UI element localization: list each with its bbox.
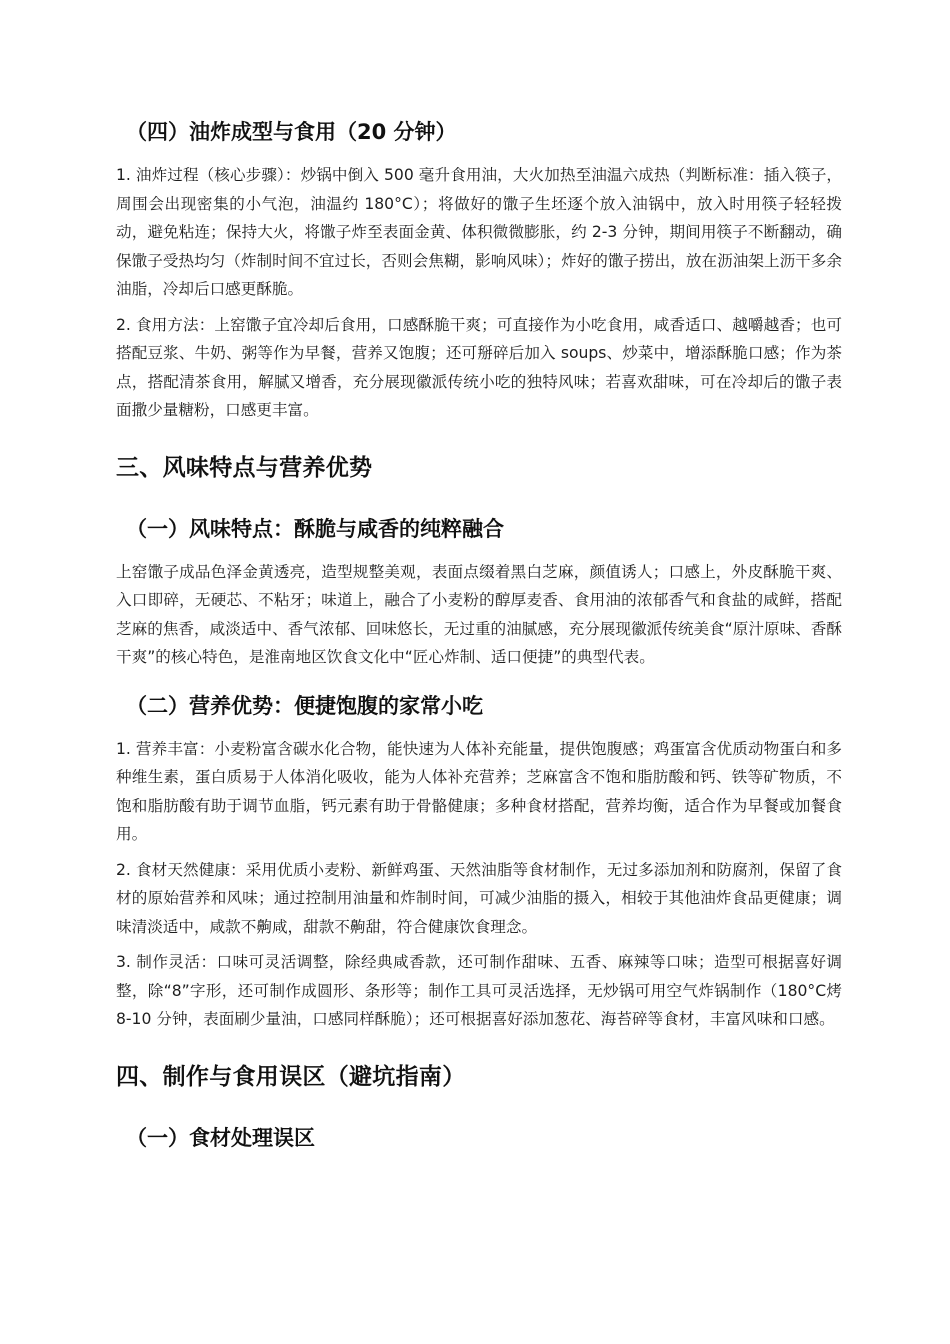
section-heading-frying: （四）油炸成型与食用（20 分钟） bbox=[126, 120, 457, 144]
paragraph-nutrition-rich: 1. 营养丰富：小麦粉富含碳水化合物，能快速为人体补充能量，提供饱腹感；鸡蛋富含优质动物蛋白和多种维生素，蛋白质易于人体消化吸收，能为人体补充营养；芝麻富含不饱和脂肪酸和钙、铁等矿物质，不饱和脂肪酸有助于调节血脂，钙元素有助于骨骼健康；多种食材搭配，营养均衡，适合作为早餐或加餐食用。 bbox=[116, 739, 842, 843]
document-page bbox=[116, 0, 842, 1152]
paragraph-flavor: 上窑馓子成品色泽金黄透亮，造型规整美观，表面点缀着黑白芝麻，颜值诱人；口感上，外皮酥脆干爽、入口即碎，无硬芯、不粘牙；味道上，融合了小麦粉的醇厚麦香、食用油的浓郁香气和食盐的咸鲜，搭配芝麻的焦香，咸淡适中、香气浓郁、回味悠长，无过重的油腻感，充分展现徽派传统美食“原汁原味、香酥干爽”的核心特色，是淮南地区饮食文化中“匠心炸制、适口便捷”的典型代表。 bbox=[116, 562, 842, 666]
section-heading-nutrition: （二）营养优势：便捷饱腹的家常小吃 bbox=[126, 693, 483, 718]
chapter-heading-mistakes: 四、制作与食用误区（避坑指南） bbox=[116, 1063, 466, 1090]
paragraph-frying-process: 1. 油炸过程（核心步骤）：炒锅中倒入 500 毫升食用油，大火加热至油温六成热（判断标准：插入筷子，周围会出现密集的小气泡，油温约 180°C）；将做好的馓子生坯逐个放入油锅中，放入时用筷子轻轻拨动，避免粘连；保持大火，将馓子炸至表面金黄、体积微微膨胀，约 2-3 分钟，期间用筷子不断翻动，确保馓子受热均匀（炸制时间不宜过长，否则会焦糊，影响风味）；炸好的馓子捞出，放在沥油架上沥干多余油脂，冷却后口感更酥脆。 bbox=[116, 166, 842, 298]
paragraph-flexible-making: 3. 制作灵活：口味可灵活调整，除经典咸香款，还可制作甜味、五香、麻辣等口味；造型可根据喜好调整，除“8”字形，还可制作成圆形、条形等；制作工具可灵活选择，无炒锅可用空气炸锅制作（180°C烤 8-10 分钟，表面刷少量油，口感同样酥脆）；还可根据喜好添加葱花、海苔碎等食材，丰富风味和口感。 bbox=[116, 953, 842, 1028]
chapter-heading-flavor-nutrition: 三、风味特点与营养优势 bbox=[116, 454, 373, 481]
paragraph-natural-healthy: 2. 食材天然健康：采用优质小麦粉、新鲜鸡蛋、天然油脂等食材制作，无过多添加剂和防腐剂，保留了食材的原始营养和风味；通过控制用油量和炸制时间，可减少油脂的摄入，相较于其他油炸食品更健康；调味清淡适中，咸款不齁咸，甜款不齁甜，符合健康饮食理念。 bbox=[116, 860, 842, 936]
section-heading-ingredient-mistakes: （一）食材处理误区 bbox=[126, 1125, 315, 1150]
paragraph-eating-method: 2. 食用方法：上窑馓子宜冷却后食用，口感酥脆干爽；可直接作为小吃食用，咸香适口、越嚼越香；也可搭配豆浆、牛奶、粥等作为早餐，营养又饱腹；还可掰碎后加入 soups、炒菜中，增添酥脆口感；作为茶点，搭配清茶食用，解腻又增香，充分展现徽派传统小吃的独特风味；若喜欢甜味，可在冷却后的馓子表面撒少量糖粉，口感更丰富。 bbox=[116, 315, 842, 419]
section-heading-flavor: （一）风味特点：酥脆与咸香的纯粹融合 bbox=[126, 516, 504, 541]
